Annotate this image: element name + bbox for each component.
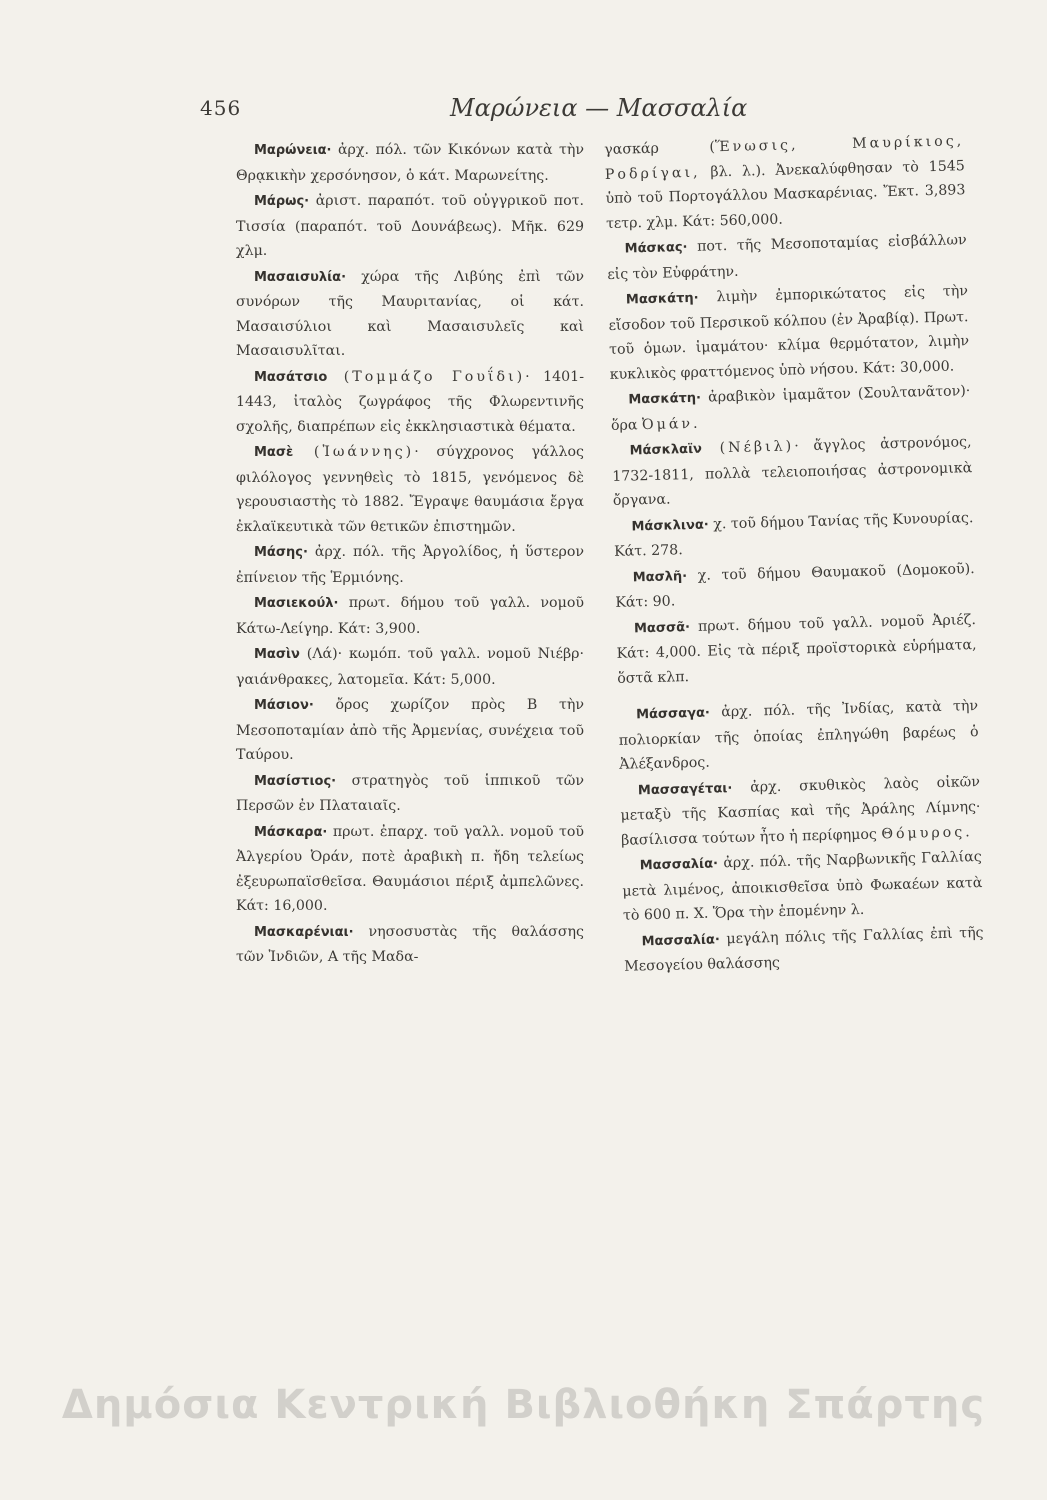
entry-text: ἀρχ. πόλ. τῆς Ἰνδίας, κατὰ τὴν πολιορκίαν τῆς ὁποίας ἐπληγώθη βαρέως ὁ Ἀλέξανδρος. — [618, 698, 979, 773]
entry-text: στρατηγὸς τοῦ ἱππικοῦ τῶν Περσῶν ἐν Πλαταιαῖς. — [236, 772, 584, 814]
entry-headword: Μάσης· — [254, 545, 308, 560]
dictionary-entry — [608, 279, 970, 387]
entry-text: ἀριστ. παραπότ. τοῦ οὐγγρικοῦ ποτ. Τισσία (παραπότ. τοῦ Δουνάβεως). Μῆκ. 629 χλμ. — [236, 193, 584, 259]
entry-spaced-name: (Ἰωάννης) — [293, 444, 415, 460]
entry-text: χώρα τῆς Λιβύης ἐπὶ τῶν συνόρων τῆς Μαυριτανίας, οἱ κάτ. Μασαισύλιοι καὶ Μασαισυλεῖς καὶ Μασαισυλῖται. — [236, 268, 584, 359]
entry-text: ποτ. τῆς Μεσοποταμίας εἰσβάλλων εἰς τὸν Εὐφράτην. — [607, 232, 967, 283]
dictionary-entry — [236, 440, 584, 539]
library-watermark: Δημόσια Κεντρική Βιβλιοθήκη Σπάρτης — [61, 1382, 986, 1428]
entry-headword: Μασαισυλία· — [254, 269, 347, 285]
entry-headword: Μασκάτη· — [628, 390, 702, 408]
entry-text: πρωτ. δήμου τοῦ γαλλ. νομοῦ Ἀριέζ. Κάτ: 4,000. Εἰς τὰ πέριξ προϊστορικὰ εὑρήματα, ὅστᾶ κλπ. — [616, 611, 977, 687]
page-header — [200, 96, 760, 126]
dictionary-entry — [606, 228, 967, 287]
entry-text: μεγάλη πόλις τῆς Γαλλίας ἐπὶ τῆς Μεσογείου θαλάσσης — [624, 924, 984, 975]
dictionary-entry — [621, 845, 983, 928]
entry-headword: Μασίστιος· — [254, 773, 337, 789]
right-column — [604, 129, 984, 980]
entry-text: · ἄγγλος ἀστρονόμος, 1732-1811, πολλὰ τελειοποιήσας ἀστρονομικὰ ὄργανα. — [612, 434, 973, 509]
entry-spaced-name: Ἕνωσις, Μαυρίκιος, Ροδρίγαι, — [604, 133, 965, 183]
entry-text: ἀρχ. πόλ. τῆς Ἀργολίδος, ἡ ὕστερον ἐπίνειον τῆς Ἑρμιόνης. — [236, 544, 584, 586]
entry-headword: Μασσαλία· — [639, 856, 719, 874]
entry-text: · σύγχρονος γάλλος φιλόλογος γεννηθεὶς τὸ 1815, γενόμενος δὲ γερουσιαστὴς τὸ 1882. Ἔγραψε θαυμάσια ἔργα ἐκλαϊκευτικὰ τῶν θετικῶν ἐπιστημῶν. — [236, 444, 584, 535]
running-head: Μαρώνεια — Μασσαλία — [450, 94, 748, 122]
entry-text: (Λά)· κωμόπ. τοῦ γαλλ. νομοῦ Νιέβρ· γαιάνθρακες, λατομεῖα. Κάτ: 5,000. — [236, 646, 584, 688]
entry-headword: Μάσκλινα· — [631, 517, 709, 534]
entry-headword: Μάσκας· — [624, 239, 688, 257]
entry-text: γασκάρ ( — [604, 139, 716, 158]
dictionary-entry — [614, 557, 975, 616]
dictionary-entry — [611, 430, 973, 513]
entry-text: νησοσυστὰς τῆς θαλάσσης τῶν Ἰνδιῶν, Α τῆς Μαδα- — [236, 923, 584, 965]
dictionary-entry — [236, 591, 584, 641]
entry-text: ὄρος χωρίζον πρὸς Β τὴν Μεσοποταμίαν ἀπὸ τῆς Ἀρμενίας, συνέχεια τοῦ Ταύρου. — [236, 697, 584, 763]
entry-headword: Μάσκλαϊν — [629, 441, 703, 459]
entry-headword: Μασσαγέται· — [637, 780, 733, 798]
entry-headword: Μασλῆ· — [632, 568, 688, 585]
entry-text: χ. τοῦ δήμου Τανίας τῆς Κυνουρίας. Κάτ. 278. — [613, 509, 974, 560]
dictionary-entry — [236, 693, 584, 768]
entry-spaced-name: (Νέβιλ) — [701, 438, 795, 457]
entry-text: · 1401-1443, ἰταλὸς ζωγράφος τῆς Φλωρεντινῆς σχολῆς, διαπρέπων εἰς ἐκκλησιαστικὰ θέματα. — [236, 368, 584, 435]
entry-text: χ. τοῦ δήμου Θαυμακοῦ (Δομοκοῦ). Κάτ: 90. — [615, 560, 975, 611]
entry-text: βλ. λ.). Ἀνεκαλύφθησαν τὸ 1545 ὑπὸ τοῦ Πορτογάλλου Μασκαρένιας. Ἔκτ. 3,893 τετρ. χλμ. Κάτ: 560,000. — [605, 157, 966, 232]
entry-headword: Μασὲ — [254, 445, 294, 460]
entry-headword: Μασάτσιο — [254, 369, 328, 385]
dictionary-entry — [236, 365, 584, 440]
entry-text: πρωτ. ἐπαρχ. τοῦ γαλλ. νομοῦ τοῦ Ἀλγερίου Ὀράν, ποτὲ ἀραβικὴ π. ἤδη τελείως ἐξευρωπαϊσθεῖσα. Θαυμάσιοι πέριξ ἀμπελῶνες. Κάτ: 16,000. — [236, 823, 584, 914]
entry-text: λιμὴν ἐμπορικώτατος εἰς τὴν εἴσοδον τοῦ Περσικοῦ κόλπου (ἐν Ἀραβίᾳ). Πρωτ. τοῦ ὁμων. ἱμαμάτου· κλίμα θερμότατον, λιμὴν κυκλικὸς φραττόμενος ὑπὸ νήσου. Κάτ: 30,000. — [608, 283, 970, 383]
dictionary-entry — [620, 770, 982, 853]
dictionary-entry — [618, 694, 980, 777]
entry-headword: Μάσιον· — [254, 698, 314, 713]
entry-text: ἀραβικὸν ἱμαμᾶτον (Σουλτανᾶτον)· ὅρα — [610, 383, 971, 434]
dictionary-entry — [236, 820, 584, 919]
entry-headword: Μάσκαρα· — [254, 824, 328, 840]
entry-text: ἀρχ. πόλ. τῆς Ναρβωνικῆς Γαλλίας μετὰ λιμένος, ἀποικισθεῖσα ὑπὸ Φωκαέων κατὰ τὸ 600 π. Χ. Ὅρα τὴν ἑπομένην λ. — [622, 848, 983, 924]
dictionary-entry — [236, 642, 584, 692]
dictionary-entry — [236, 920, 584, 970]
dictionary-entry — [236, 189, 584, 264]
entry-spaced-name: Θόμυρος. — [881, 823, 973, 842]
dictionary-entry — [616, 608, 978, 691]
entry-headword: Μάσσαγα· — [635, 705, 711, 723]
dictionary-entry — [236, 769, 584, 819]
dictionary-entry — [613, 506, 974, 565]
entry-text: ἀρχ. πόλ. τῶν Κικόνων κατὰ τὴν Θρᾳκικὴν χερσόνησον, ὁ κάτ. Μαρωνείτης. — [236, 142, 584, 184]
entry-spaced-name: Ὀμάν. — [641, 415, 701, 433]
entry-text: ἀρχ. σκυθικὸς λαὸς οἰκῶν μεταξὺ τῆς Κασπίας καὶ τῆς Ἀράλης Λίμνης· βασίλισσα τούτων ἦτο ἡ περίφημος — [620, 773, 981, 849]
entry-headword: Μασιεκούλ· — [254, 596, 339, 611]
dictionary-entry-continuation — [604, 129, 966, 236]
entry-text: πρωτ. δήμου τοῦ γαλλ. νομοῦ Κάτω-Λείγηρ. Κάτ: 3,900. — [236, 595, 584, 637]
entry-spaced-name: (Τομμάζο Γουΐδι) — [327, 368, 526, 385]
entry-headword: Μασκαρένιαι· — [254, 924, 354, 940]
entry-headword: Μάρως· — [254, 194, 310, 209]
page-number: 456 — [200, 96, 242, 120]
entry-headword: Μαρώνεια· — [254, 143, 332, 158]
dictionary-entry — [236, 540, 584, 590]
entry-headword: Μασσαλία· — [641, 931, 721, 949]
dictionary-entry — [236, 265, 584, 364]
dictionary-entry — [623, 920, 984, 979]
dictionary-entry — [610, 379, 971, 438]
entry-headword: Μασὶν — [254, 647, 300, 662]
entry-headword: Μασκάτη· — [625, 290, 699, 308]
left-column — [236, 138, 584, 971]
entry-headword: Μασσᾶ· — [633, 619, 691, 636]
dictionary-entry — [236, 138, 584, 188]
